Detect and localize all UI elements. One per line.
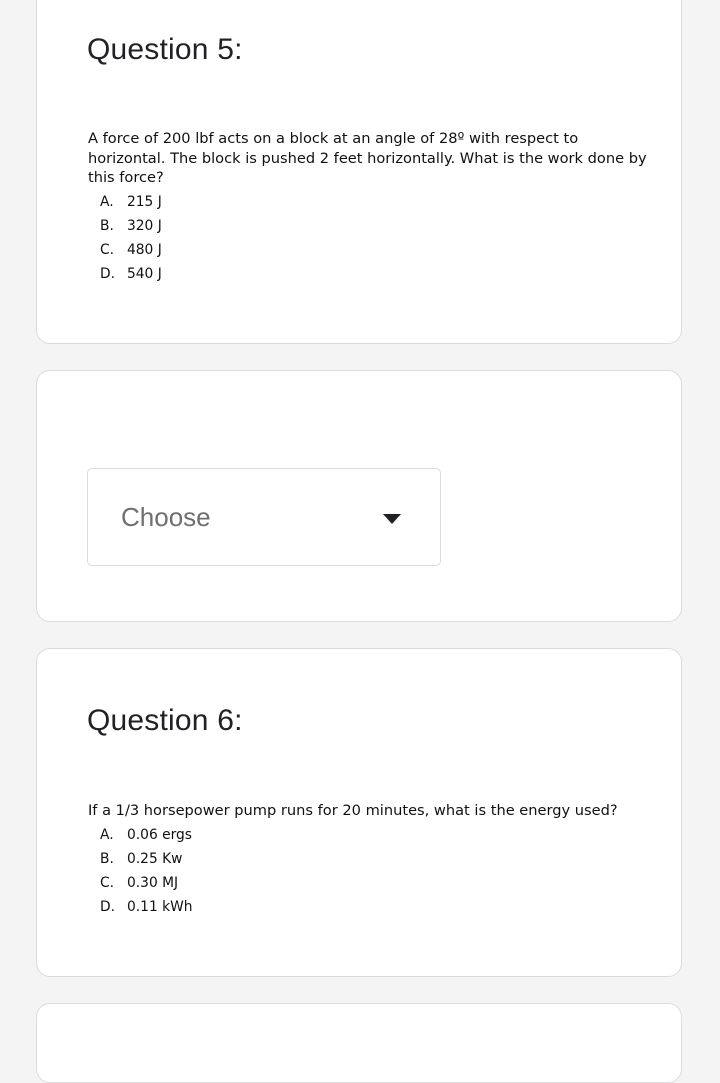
option-letter: A. xyxy=(100,194,114,210)
dropdown-placeholder: Choose xyxy=(121,502,211,532)
question-card xyxy=(36,0,682,344)
question-text: If a 1/3 horsepower pump runs for 20 minutes, what is the energy used? xyxy=(88,802,618,819)
option-letter: B. xyxy=(100,218,114,234)
answer-option xyxy=(100,238,162,262)
option-text: 0.25 Kw xyxy=(127,851,183,867)
question-title: Question 5: xyxy=(87,33,243,66)
option-letter: A. xyxy=(100,827,114,843)
option-letter: C. xyxy=(100,875,115,891)
question-title: Question 6: xyxy=(87,704,243,737)
answer-option xyxy=(100,871,192,895)
option-text: 0.11 kWh xyxy=(127,899,193,915)
question-card xyxy=(36,648,682,977)
next-card xyxy=(36,1003,682,1083)
answer-options-list xyxy=(100,190,162,286)
option-text: 480 J xyxy=(127,242,162,258)
option-text: 540 J xyxy=(127,266,162,282)
option-text: 0.30 MJ xyxy=(127,875,179,891)
answer-options-list xyxy=(100,823,192,919)
answer-option xyxy=(100,214,162,238)
chevron-down-icon xyxy=(383,514,401,524)
option-letter: D. xyxy=(100,899,116,915)
answer-option xyxy=(100,823,192,847)
answer-option xyxy=(100,262,162,286)
option-letter: D. xyxy=(100,266,116,282)
answer-option xyxy=(100,190,162,214)
answer-card xyxy=(36,370,682,622)
answer-option xyxy=(100,847,192,871)
answer-option xyxy=(100,895,192,919)
option-text: 320 J xyxy=(127,218,162,234)
answer-dropdown[interactable] xyxy=(87,468,441,566)
question-text: A force of 200 lbf acts on a block at an angle of 28º with respect to horizontal. The block is pushed 2 feet horizontally. What is the work done by this force? xyxy=(88,130,647,186)
option-text: 0.06 ergs xyxy=(127,827,192,843)
option-letter: C. xyxy=(100,242,115,258)
option-text: 215 J xyxy=(127,194,162,210)
option-letter: B. xyxy=(100,851,114,867)
